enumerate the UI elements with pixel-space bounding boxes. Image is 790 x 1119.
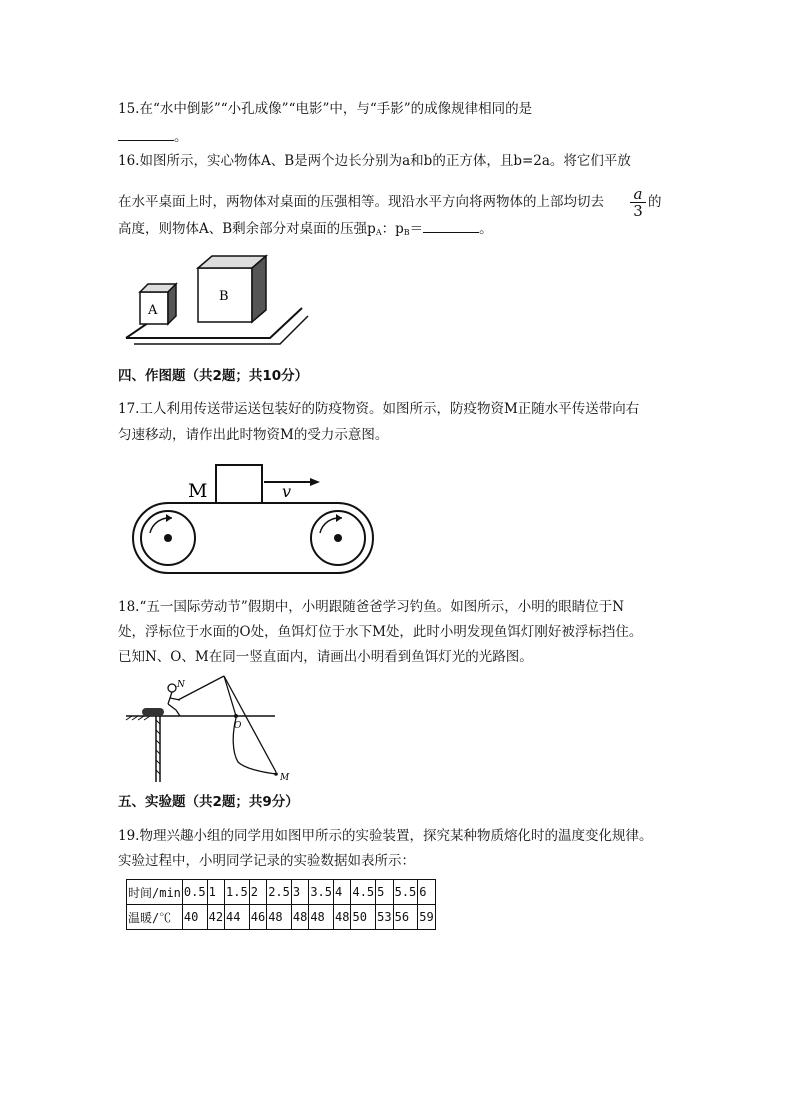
float-o bbox=[234, 714, 238, 718]
q18-line2: 处，浮标位于水面的O处，鱼饵灯位于水下M处，此时小明发现鱼饵灯刚好被浮标挡住。 bbox=[118, 624, 643, 640]
left-pulley bbox=[141, 511, 195, 565]
table-row-temp bbox=[127, 905, 436, 930]
table-cell: 53 bbox=[376, 905, 393, 930]
q16-figure bbox=[120, 250, 310, 350]
q16-answer-blank[interactable] bbox=[423, 218, 479, 233]
q15-answer-line bbox=[118, 126, 188, 147]
q16-line3 bbox=[118, 218, 493, 243]
label-m18: M bbox=[280, 773, 290, 783]
q16-fraction bbox=[630, 186, 646, 219]
table-cell: 48 bbox=[334, 905, 351, 930]
q19-line1: 19.物理兴趣小组的同学用如图甲所示的实验装置，探究某种物质熔化时的温度变化规律。 bbox=[118, 828, 653, 844]
q16-sub-a: A bbox=[375, 228, 382, 237]
q16-frac-num: a bbox=[630, 186, 646, 203]
table-cell: 48 bbox=[291, 905, 308, 930]
table-cell: 3 bbox=[291, 880, 308, 905]
q16-line1: 16.如图所示，实心物体A、B是两个边长分别为a和b的正方体，且b=2a。将它们平放 bbox=[118, 153, 631, 169]
label-v: v bbox=[282, 482, 292, 501]
q18-line3: 已知N、O、M在同一竖直面内，请画出小明看到鱼饵灯光的光路图。 bbox=[118, 649, 533, 665]
table-cell: 2.5 bbox=[267, 880, 292, 905]
q17-line2: 匀速移动，请作出此时物资M的受力示意图。 bbox=[118, 427, 389, 443]
table-cell: 6 bbox=[418, 880, 435, 905]
table-cell: 1 bbox=[207, 880, 224, 905]
table-cell: 1.5 bbox=[225, 880, 250, 905]
table-cell: 0.5 bbox=[182, 880, 207, 905]
label-m: M bbox=[188, 480, 208, 502]
q16-colon: ：p bbox=[381, 221, 404, 237]
q15-end: 。 bbox=[174, 129, 188, 145]
q16-line2-end: 的 bbox=[648, 194, 662, 210]
table-cell: 48 bbox=[267, 905, 292, 930]
q16-eq: ＝ bbox=[409, 221, 424, 237]
q16-line3-text: 高度，则物体A、B剩余部分对桌面的压强p bbox=[118, 221, 376, 237]
bait-light-m bbox=[274, 772, 278, 776]
q19-data-table bbox=[126, 879, 436, 930]
table-cell: 59 bbox=[418, 905, 435, 930]
rock bbox=[142, 708, 164, 716]
block-b bbox=[198, 256, 266, 322]
section4-title: 四、作图题（共2题；共10分） bbox=[118, 368, 309, 384]
table-row-time bbox=[127, 880, 436, 905]
q19-line2: 实验过程中，小明同学记录的实验数据如表所示： bbox=[118, 853, 415, 869]
q16-sub-b: B bbox=[403, 228, 410, 237]
label-n: N bbox=[177, 680, 185, 690]
table-cell: 46 bbox=[249, 905, 266, 930]
table-cell: 40 bbox=[182, 905, 207, 930]
table-cell: 4 bbox=[334, 880, 351, 905]
q16-line2: 在水平桌面上时，两物体对桌面的压强相等。现沿水平方向将两物体的上部均切去 bbox=[118, 194, 604, 210]
right-pulley bbox=[311, 511, 365, 565]
q17-conveyor-figure bbox=[128, 455, 378, 580]
table-cell: 42 bbox=[207, 905, 224, 930]
q15-answer-blank[interactable] bbox=[118, 126, 174, 141]
table-cell: 4.5 bbox=[351, 880, 376, 905]
table-cell: 5 bbox=[376, 880, 393, 905]
q17-line1: 17.工人利用传送带运送包装好的防疫物资。如图所示，防疫物资M正随水平传送带向右 bbox=[118, 401, 640, 417]
table-cell: 44 bbox=[225, 905, 250, 930]
table-cell: 3.5 bbox=[309, 880, 334, 905]
label-o: O bbox=[234, 721, 242, 731]
label-a: A bbox=[148, 303, 158, 318]
table-cell: 48 bbox=[309, 905, 334, 930]
q18-line1: 18.“五一国际劳动节”假期中，小明跟随爸爸学习钓鱼。如图所示，小明的眼睛位于N bbox=[118, 599, 625, 615]
table-cell: 2 bbox=[249, 880, 266, 905]
table-header-temp: 温暖/℃ bbox=[127, 905, 183, 930]
table-cell: 56 bbox=[393, 905, 418, 930]
q16-frac-den: 3 bbox=[633, 202, 643, 220]
block-a bbox=[140, 284, 176, 324]
table-cell: 50 bbox=[351, 905, 376, 930]
q18-fishing-figure bbox=[120, 674, 300, 786]
cargo-m-box bbox=[216, 465, 262, 503]
section5-title: 五、实验题（共2题；共9分） bbox=[118, 794, 299, 810]
table-header-time: 时间/min bbox=[127, 880, 183, 905]
label-b: B bbox=[219, 289, 229, 304]
q15-line1: 15.在“水中倒影”“小孔成像”“电影”中，与“手影”的成像规律相同的是 bbox=[118, 101, 533, 117]
table-cell: 5.5 bbox=[393, 880, 418, 905]
q16-end: 。 bbox=[479, 221, 493, 237]
